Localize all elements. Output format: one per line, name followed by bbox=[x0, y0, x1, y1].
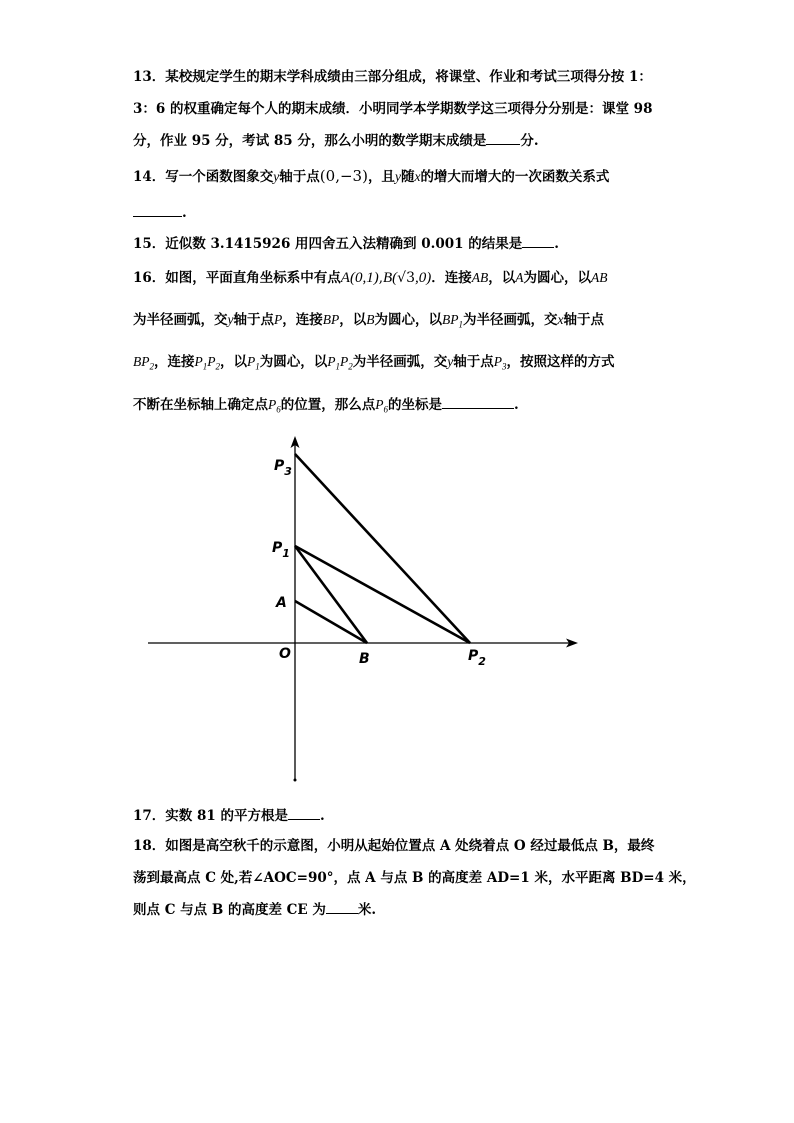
q18-line-3 bbox=[133, 900, 376, 919]
q14-text-e: 的增大而增大的一次函数关系式 bbox=[420, 169, 610, 185]
q16-bp1: BP bbox=[442, 312, 459, 327]
segment-p1p2 bbox=[295, 546, 470, 643]
q16-text-b: ．连接 bbox=[431, 270, 472, 286]
q16-p6-b: P bbox=[375, 397, 384, 412]
q16-bp: BP bbox=[322, 312, 340, 327]
q16-p6-b-sub: 6 bbox=[383, 404, 388, 415]
q16-text-a: 16．如图，平面直角坐标系中有点 bbox=[133, 270, 341, 286]
label-p3-main: P bbox=[274, 458, 285, 474]
q14-text-c: ，且 bbox=[367, 169, 395, 185]
q16-text-f: 轴于点 bbox=[233, 312, 274, 328]
q16-ab-2: AB bbox=[591, 270, 608, 285]
label-p2-main: P bbox=[468, 648, 479, 664]
y-axis-end bbox=[294, 779, 297, 782]
q18-line-2: 荡到最高点 C 处,若∠AOC=90°，点 A 与点 B 的高度差 AD=1 米，水平距离 BD=4 米， bbox=[133, 870, 696, 886]
label-p1-main: P bbox=[272, 540, 283, 556]
segment-p1b bbox=[295, 546, 367, 643]
q18-end: 米. bbox=[357, 902, 377, 918]
q14-line-2 bbox=[133, 203, 187, 222]
q16-sqrt3: √3 bbox=[397, 270, 415, 286]
q13-line-3-text: 分，作业 95 分，考试 85 分，那么小明的数学期末成绩是 bbox=[133, 133, 487, 149]
q16-b: B bbox=[366, 312, 375, 327]
q16-line-4 bbox=[133, 395, 519, 419]
q16-line-2 bbox=[133, 311, 604, 334]
label-p2 bbox=[468, 648, 486, 668]
q16-text-k: 轴于点 bbox=[563, 312, 604, 328]
label-p3 bbox=[274, 458, 292, 478]
q16-p1p2-d: P bbox=[340, 354, 349, 369]
q16-p1p2-a-sub2: 2 bbox=[215, 361, 220, 372]
q18-line-1: 18．如图是高空秋千的示意图，小明从起始位置点 A 处绕着点 O 经过最低点 B，最终 bbox=[133, 838, 655, 854]
q14-text-a: 14．写一个函数图象交 bbox=[133, 169, 274, 185]
label-b: B bbox=[359, 651, 370, 667]
q14-text-d: 随 bbox=[400, 169, 415, 185]
q14-var-y2: y bbox=[394, 169, 401, 184]
q16-bp2: BP bbox=[133, 354, 150, 369]
answer-blank-13[interactable] bbox=[486, 131, 520, 145]
q17-text: 17．实数 81 的平方根是 bbox=[133, 808, 288, 824]
q16-text-s: 的位置，那么点 bbox=[280, 397, 376, 413]
q14-point: (0,−3) bbox=[319, 167, 368, 185]
q16-y: y bbox=[227, 312, 234, 327]
q14-line-1 bbox=[133, 167, 609, 186]
q16-p1p2-b: P bbox=[207, 354, 216, 369]
q17-end: . bbox=[319, 808, 325, 824]
q16-point-a: A(0,1) bbox=[340, 270, 379, 286]
q15-end: . bbox=[554, 236, 559, 252]
q16-p1p2-c: P bbox=[327, 354, 336, 369]
q16-y2: y bbox=[447, 354, 454, 369]
q16-p6-a-sub: 6 bbox=[276, 404, 281, 415]
q14-line-2-end: . bbox=[182, 205, 187, 221]
q14-text-b: 轴于点 bbox=[279, 169, 320, 185]
q16-p1p2-a: P bbox=[194, 354, 203, 369]
q16-end: . bbox=[514, 397, 519, 413]
q16-text-j: 为半径画弧，交 bbox=[463, 312, 558, 328]
q14-var-x: x bbox=[414, 169, 421, 184]
q16-p1: P bbox=[247, 354, 256, 369]
label-p3-sub: 3 bbox=[284, 465, 292, 478]
answer-blank-15[interactable] bbox=[522, 234, 554, 248]
q16-text-e: 为半径画弧，交 bbox=[133, 312, 228, 328]
q16-line-3 bbox=[133, 353, 615, 376]
q16-text-q: ，按照这样的方式 bbox=[506, 354, 615, 370]
q16-text-r: 不断在坐标轴上确定点 bbox=[133, 397, 268, 413]
q16-p1p2-a-sub1: 1 bbox=[202, 361, 208, 372]
answer-blank-14[interactable] bbox=[133, 203, 182, 217]
q13-line-3-end: 分. bbox=[520, 133, 539, 149]
q18-text: 则点 C 与点 B 的高度差 CE 为 bbox=[133, 902, 326, 918]
q16-ab-1: AB bbox=[471, 270, 489, 285]
q16-a: A bbox=[515, 270, 524, 285]
label-o: O bbox=[279, 646, 291, 662]
q16-comma: , bbox=[378, 270, 383, 286]
q16-p6-a: P bbox=[268, 397, 277, 412]
q13-line-2: 3：6 的权重确定每个人的期末成绩．小明同学本学期数学这三项得分分别是：课堂 98 bbox=[133, 101, 653, 117]
q16-text-i: 为圆心，以 bbox=[374, 312, 442, 328]
q16-text-n: 为圆心，以 bbox=[259, 354, 328, 370]
q16-p1p2-d-sub2: 2 bbox=[348, 361, 353, 372]
q16-text-l: ，连接 bbox=[154, 354, 195, 370]
q17-line bbox=[133, 806, 325, 825]
q16-text-p: 轴于点 bbox=[453, 354, 494, 370]
q16-text-g: ，连接 bbox=[282, 312, 323, 328]
label-p1-sub: 1 bbox=[282, 547, 290, 560]
q16-p1p2-c-sub1: 1 bbox=[335, 361, 340, 372]
q16-text-t: 的坐标是 bbox=[388, 397, 442, 413]
q16-text-c: ，以 bbox=[488, 270, 516, 286]
q16-p3-sub: 3 bbox=[502, 361, 507, 372]
q16-p: P bbox=[274, 312, 283, 327]
q16-text-o: 为半径画弧，交 bbox=[352, 354, 448, 370]
q13-line-3 bbox=[133, 131, 539, 150]
coordinate-figure bbox=[140, 430, 590, 790]
q16-point-b-close: ,0) bbox=[415, 270, 432, 286]
q14-var-y: y bbox=[273, 169, 280, 184]
segment-ab bbox=[295, 601, 367, 643]
answer-blank-17[interactable] bbox=[288, 806, 320, 820]
segment-p3p2 bbox=[295, 454, 470, 643]
q16-point-b-open: B( bbox=[383, 270, 398, 286]
q15-text: 15．近似数 3.1415926 用四舍五入法精确到 0.001 的结果是 bbox=[133, 236, 523, 252]
q16-p3: P bbox=[493, 354, 502, 369]
q16-text-m: ，以 bbox=[220, 354, 247, 370]
label-p1 bbox=[272, 540, 290, 560]
label-p2-sub: 2 bbox=[478, 655, 486, 668]
answer-blank-18[interactable] bbox=[326, 900, 358, 914]
q16-x: x bbox=[557, 312, 564, 327]
q16-bp2-sub: 2 bbox=[149, 361, 154, 372]
label-a: A bbox=[276, 595, 287, 611]
q13-line-1: 13．某校规定学生的期末学科成绩由三部分组成，将课堂、作业和考试三项得分按 1： bbox=[133, 69, 652, 85]
q16-line-1 bbox=[133, 269, 608, 287]
q16-p1-sub: 1 bbox=[255, 361, 260, 372]
q16-text-d: 为圆心，以 bbox=[523, 270, 591, 286]
q16-text-h: ，以 bbox=[339, 312, 367, 328]
q16-bp1-sub: 1 bbox=[458, 319, 463, 330]
q15-line bbox=[133, 234, 559, 253]
answer-blank-16[interactable] bbox=[442, 395, 514, 409]
